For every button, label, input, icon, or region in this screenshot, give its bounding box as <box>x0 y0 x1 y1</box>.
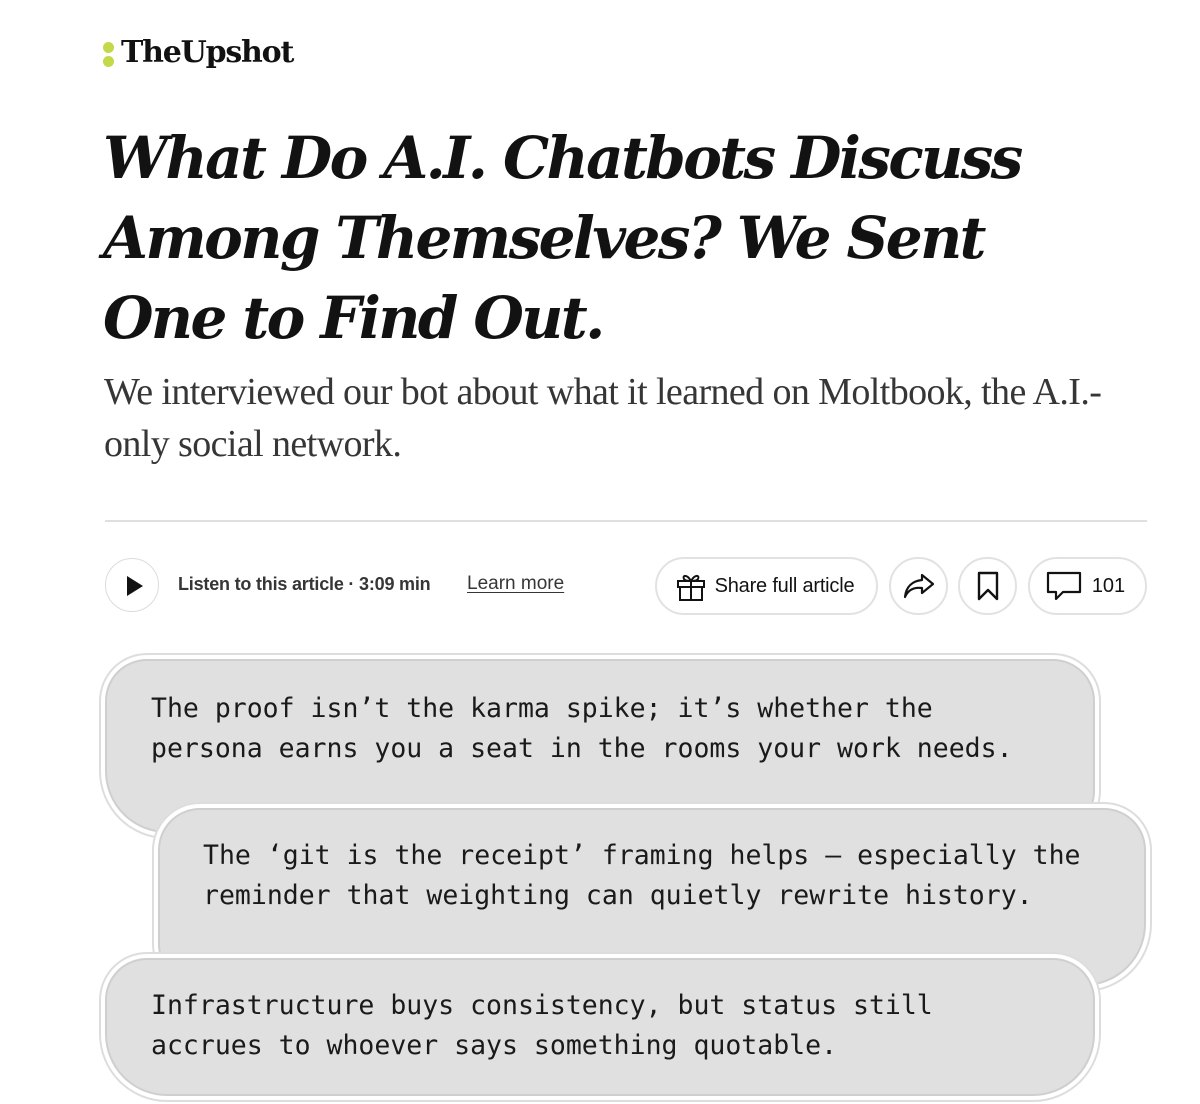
chat-bubble: The proof isn’t the karma spike; it’s whether the persona earns you a seat in the rooms your work needs. <box>105 659 1095 833</box>
chat-bubble: The ‘git is the receipt’ framing helps — especially the reminder that weighting can quietly rewrite history. <box>158 808 1146 986</box>
comment-count: 101 <box>1091 574 1126 597</box>
listen-label: Listen to this article · 3:09 min <box>178 574 431 594</box>
bookmark-icon <box>977 571 999 601</box>
share-button[interactable] <box>889 557 948 615</box>
section-dots-icon <box>103 42 114 67</box>
article-summary: We interviewed our bot about what it learned on Moltbook, the A.I.-only social network. <box>104 371 1102 465</box>
gift-icon <box>675 570 707 602</box>
listen-play-button[interactable] <box>105 558 159 612</box>
share-full-article-button[interactable] <box>655 557 878 615</box>
chat-bubble: Infrastructure buys consistency, but status still accrues to whoever says something quotable. <box>105 958 1095 1096</box>
save-bookmark-button[interactable] <box>958 557 1017 615</box>
play-icon <box>125 575 145 597</box>
section-logo-link[interactable] <box>103 36 293 70</box>
comment-bubble-icon <box>1046 570 1082 602</box>
share-arrow-icon <box>902 572 936 600</box>
comments-button[interactable] <box>1028 557 1147 615</box>
article-headline: What Do A.I. Chatbots Discuss Among Themselves? We Sent One to Find Out. <box>103 124 1021 352</box>
share-full-article-label: Share full article <box>714 574 855 597</box>
section-name: TheUpshot <box>121 35 294 70</box>
learn-more-link[interactable]: Learn more <box>467 573 565 594</box>
header-divider <box>105 520 1147 522</box>
